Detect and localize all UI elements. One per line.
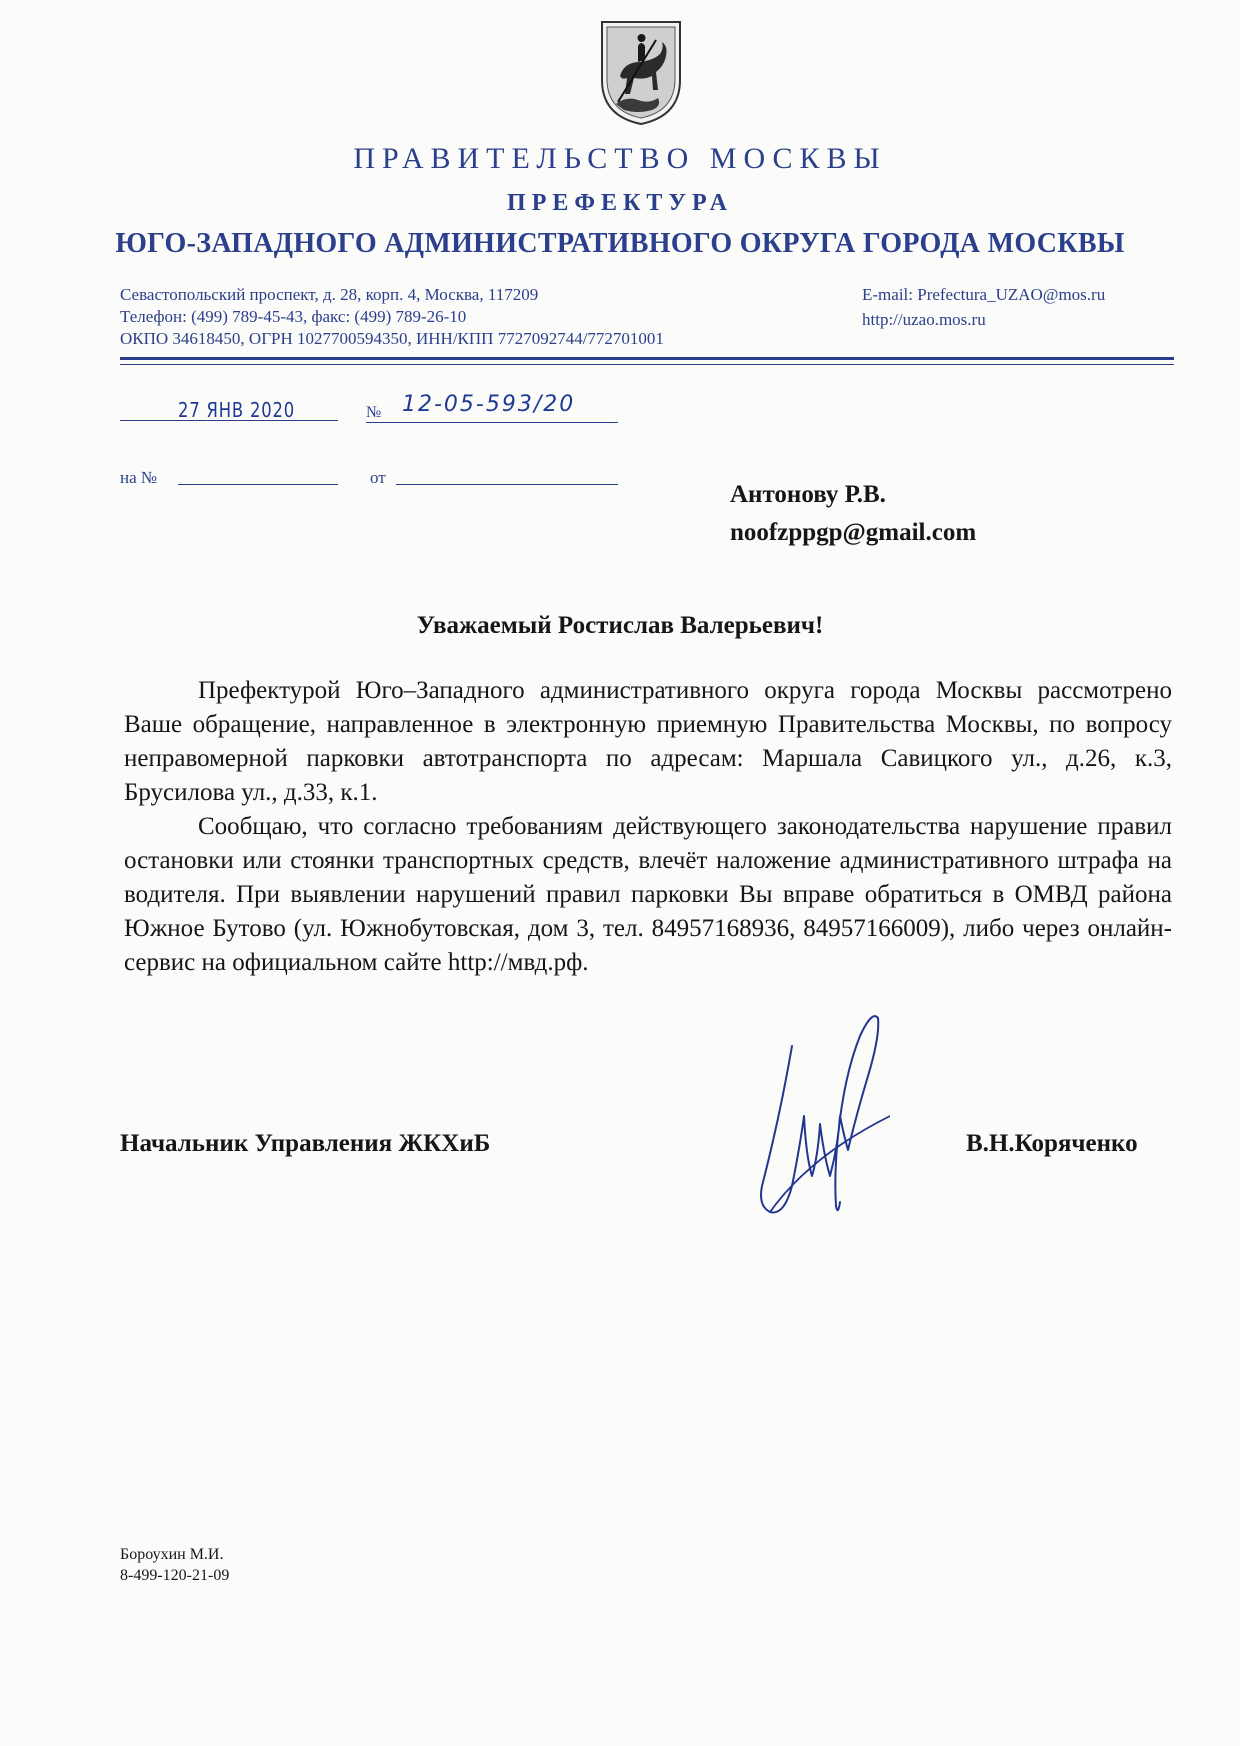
greeting: Уважаемый Ростислав Валерьевич! (416, 612, 824, 639)
letterhead-email: E-mail: Prefectura_UZAO@mos.ru (862, 285, 1106, 304)
executor-block (120, 1544, 229, 1586)
signatory-position: Начальник Управления ЖКХиБ (120, 1130, 491, 1157)
ref-date-label: от (370, 468, 386, 487)
letterhead-contacts (120, 284, 664, 350)
ref-number-underline (178, 484, 338, 485)
registration-date-stamp: 27 ЯНВ 2020 (178, 398, 296, 422)
addressee-email: noofzppgp@gmail.com (730, 519, 977, 546)
letterhead-divider-thick (120, 357, 1174, 360)
prefecture-title: ПРЕФЕКТУРА (507, 190, 733, 216)
registration-number-handwritten: 12-05-593/20 (402, 392, 576, 417)
district-title: ЮГО-ЗАПАДНОГО АДМИНИСТРАТИВНОГО ОКРУГА ГОРОДА МОСКВЫ (115, 228, 1125, 259)
letter-body (124, 674, 1172, 980)
letterhead-address: Севастопольский проспект, д. 28, корп. 4, Москва, 117209 (120, 285, 539, 304)
body-paragraph: Сообщаю, что согласно требованиям действующего законодательства нарушение правил остановки или стоянки транспортных средств, влечёт наложение административного штрафа на водителя. При выявлении нарушений правил парковки Вы вправе обратиться в ОМВД района Южное Бутово (ул. Южнобутовская, дом 3, тел. 84957168936, 84957166009), либо через онлайн-сервис на официальном сайте http://мвд.рф. (124, 813, 1172, 976)
number-underline (366, 422, 618, 423)
addressee-name: Антонову Р.В. (730, 481, 886, 508)
letterhead-phone: Телефон: (499) 789-45-43, факс: (499) 789-26-10 (120, 307, 467, 326)
body-paragraph: Префектурой Юго–Западного административного округа города Москвы рассмотрено Ваше обращение, направленное в электронную приемную Правительства Москвы, по вопросу неправомерной парковки автотранспорта по адресам: Маршала Савицкого ул., д.26, к.3, Брусилова ул., д.33, к.1. (124, 677, 1172, 806)
executor-phone: 8-499-120-21-09 (120, 1567, 230, 1584)
moscow-coat-of-arms-icon (598, 18, 684, 128)
addressee-block (730, 476, 976, 552)
number-label: № (366, 404, 382, 421)
ref-number-label: на № (120, 468, 158, 487)
executor-name: Бороухин М.И. (120, 1546, 224, 1563)
letterhead-divider-thin (120, 364, 1174, 365)
letterhead-website: http://uzao.mos.ru (862, 310, 986, 329)
ref-date-underline (396, 484, 618, 485)
handwritten-signature-icon (740, 1006, 890, 1222)
government-title: ПРАВИТЕЛЬСТВО МОСКВЫ (353, 142, 887, 175)
letterhead-registry: ОКПО 34618450, ОГРН 1027700594350, ИНН/КПП 7727092744/772701001 (120, 329, 664, 348)
letterhead-online-contacts (862, 282, 1105, 332)
signatory-name: В.Н.Коряченко (966, 1130, 1138, 1157)
